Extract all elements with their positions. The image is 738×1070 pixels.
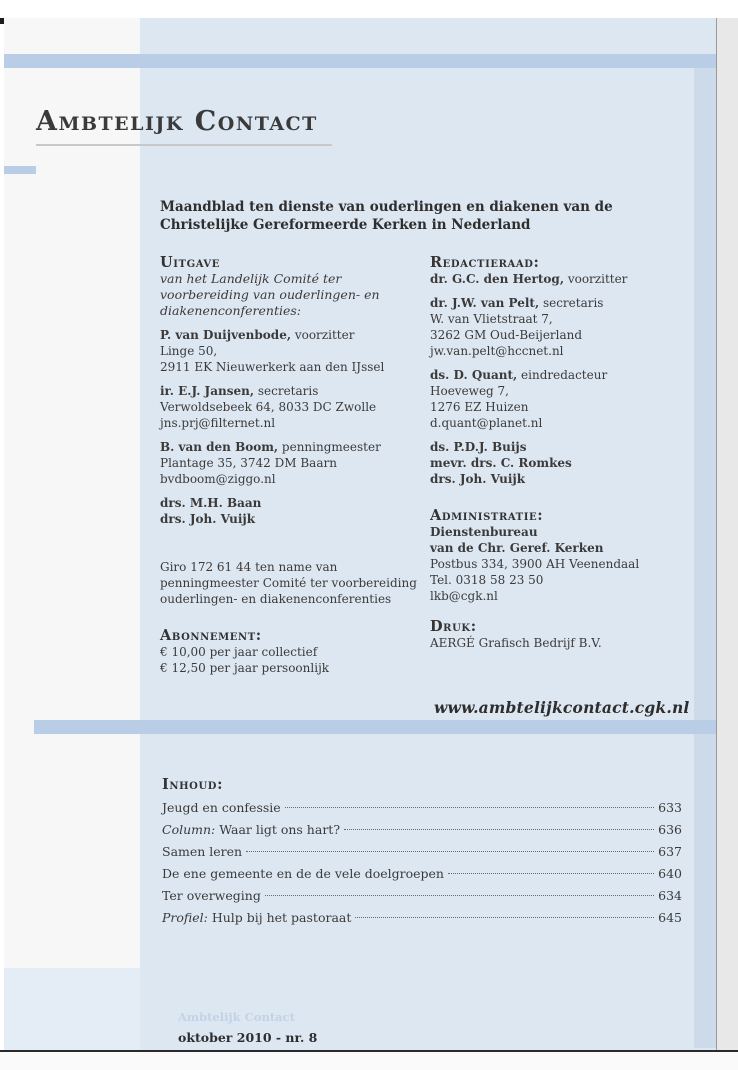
comite-voorzitter (160, 327, 420, 343)
address-line: Hoeveweg 7, (430, 384, 509, 398)
masthead-title: Ambtelijk Contact (36, 106, 318, 137)
address-line: 2911 EK Nieuwerkerk aan den IJssel (160, 360, 385, 374)
toc-entry[interactable] (162, 863, 682, 885)
toc-title (162, 819, 340, 841)
toc-title (162, 841, 242, 863)
toc-page-number: 633 (658, 800, 682, 815)
toc-leader (344, 829, 654, 830)
footer-issue: oktober 2010 - nr. 8 (178, 1030, 318, 1045)
redactie-voorzitter (430, 271, 700, 287)
redactie-eindredacteur (430, 367, 700, 383)
toc-leader (285, 807, 654, 808)
redactie-secretaris (430, 295, 700, 311)
person-name: dr. J.W. van Pelt, (430, 296, 540, 310)
title-underline (36, 144, 332, 146)
toc-entry[interactable] (162, 841, 682, 863)
person-role: secretaris (254, 384, 319, 398)
email-link[interactable]: bvdboom@ziggo.nl (160, 472, 276, 486)
redactie-lid: drs. Joh. Vuijk (430, 472, 526, 486)
redactieraad-heading: Redactieraad: (430, 254, 540, 271)
phone-line: Tel. 0318 58 23 50 (430, 573, 544, 587)
address-line: 1276 EZ Huizen (430, 400, 529, 414)
redactie-lid: ds. P.D.J. Buijs (430, 440, 527, 454)
toc-entry[interactable] (162, 885, 682, 907)
person-name: ir. E.J. Jansen, (160, 384, 255, 398)
druk-heading: Druk: (430, 618, 477, 635)
person-role: secretaris (539, 296, 604, 310)
toc-title (162, 907, 351, 929)
person-name: ds. D. Quant, (430, 368, 518, 382)
toc-page-number: 640 (658, 866, 682, 881)
redactie-column (430, 254, 700, 651)
toc-title (162, 797, 281, 819)
toc-page-number: 634 (658, 888, 682, 903)
druk-text: AERGÉ Grafisch Bedrijf B.V. (430, 636, 602, 650)
address-line: Plantage 35, 3742 DM Baarn (160, 456, 337, 470)
toc-entry[interactable] (162, 907, 682, 929)
comite-lid: drs. M.H. Baan (160, 496, 262, 510)
small-accent-bar (4, 166, 36, 174)
comite-penningmeester (160, 439, 420, 455)
address-line: Linge 50, (160, 344, 218, 358)
toc-title (162, 885, 261, 907)
toc-text: Hulp bij het pastoraat (207, 910, 352, 925)
toc-leader (448, 873, 654, 874)
toc-entry[interactable] (162, 819, 682, 841)
person-name: B. van den Boom, (160, 440, 279, 454)
website-link[interactable]: www.ambtelijkcontact.cgk.nl (434, 698, 690, 717)
toc-entry[interactable] (162, 797, 682, 819)
scan-right-edge (716, 18, 738, 1058)
inhoud-heading: Inhoud: (162, 776, 224, 793)
address-line: Verwoldsebeek 64, 8033 DC Zwolle (160, 400, 377, 414)
administratie-org: van de Chr. Geref. Kerken (430, 541, 604, 555)
toc-leader (355, 917, 654, 918)
top-accent-band (4, 54, 716, 68)
table-of-contents (162, 776, 682, 929)
toc-page-number: 636 (658, 822, 682, 837)
comite-lid: drs. Joh. Vuijk (160, 512, 256, 526)
toc-prefix: Column: (162, 822, 216, 837)
person-role: eindredacteur (517, 368, 608, 382)
uitgave-heading: Uitgave (160, 254, 220, 271)
toc-leader (265, 895, 654, 896)
abonnement-heading: Abonnement: (160, 627, 262, 644)
email-link[interactable]: jw.van.pelt@hccnet.nl (430, 344, 564, 358)
uitgave-subtitle: van het Landelijk Comité ter voorbereiding van ouderlingen- en diakenenconferenties: (160, 271, 380, 318)
comite-secretaris (160, 383, 420, 399)
magazine-page (4, 18, 716, 1050)
email-link[interactable]: jns.prj@filternet.nl (160, 416, 276, 430)
person-role: voorzitter (564, 272, 628, 286)
person-name: dr. G.C. den Hertog, (430, 272, 564, 286)
toc-text: Ter overweging (162, 888, 261, 903)
footer-brand: Ambtelijk Contact (178, 1010, 295, 1024)
email-link[interactable]: d.quant@planet.nl (430, 416, 543, 430)
redactie-lid: mevr. drs. C. Romkes (430, 456, 572, 470)
footer-left-tint (4, 968, 140, 1050)
address-line: W. van Vlietstraat 7, (430, 312, 553, 326)
address-line: 3262 GM Oud-Beijerland (430, 328, 583, 342)
toc-leader (246, 851, 654, 852)
toc-page-number: 645 (658, 910, 682, 925)
giro-text: Giro 172 61 44 ten name van penningmeester Comité ter voorbereiding ouderlingen- en diakenenconferenties (160, 560, 417, 606)
person-name: P. van Duijvenbode, (160, 328, 292, 342)
intro-text: Maandblad ten dienste van ouderlingen en diakenen van de Christelijke Gereformeerde Kerken in Nederland (160, 199, 613, 233)
address-line: Postbus 334, 3900 AH Veenendaal (430, 557, 640, 571)
uitgave-column (160, 254, 420, 676)
administratie-heading: Administratie: (430, 507, 544, 524)
toc-text: De ene gemeente en de de vele doelgroepen (162, 866, 444, 881)
toc-prefix: Profiel: (162, 910, 208, 925)
toc-page-number: 637 (658, 844, 682, 859)
toc-text: Waar ligt ons hart? (215, 822, 341, 837)
middle-accent-band (34, 720, 716, 734)
person-role: penningmeester (278, 440, 381, 454)
email-link[interactable]: lkb@cgk.nl (430, 589, 498, 603)
administratie-org: Dienstenbureau (430, 525, 538, 539)
price-line: € 12,50 per jaar persoonlijk (160, 661, 330, 675)
toc-text: Samen leren (162, 844, 243, 859)
toc-text: Jeugd en confessie (162, 800, 281, 815)
scan-bottom-edge (0, 1050, 738, 1070)
toc-title (162, 863, 444, 885)
price-line: € 10,00 per jaar collectief (160, 645, 318, 659)
person-role: voorzitter (291, 328, 355, 342)
